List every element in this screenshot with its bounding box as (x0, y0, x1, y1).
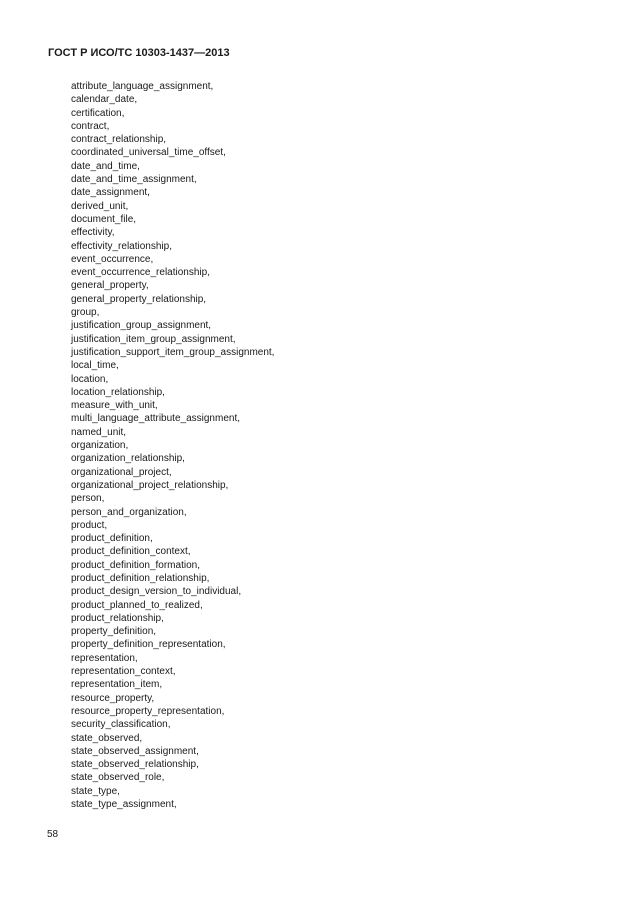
list-item: state_observed, (71, 732, 143, 744)
list-item: date_and_time, (71, 160, 140, 172)
list-item: resource_property_representation, (71, 705, 225, 717)
list-item: date_assignment, (71, 187, 150, 199)
list-item: organizational_project, (71, 466, 172, 478)
page-number: 58 (47, 829, 59, 840)
list-item: coordinated_universal_time_offset, (71, 147, 226, 159)
list-item: derived_unit, (71, 200, 129, 212)
list-item: date_and_time_assignment, (71, 174, 197, 186)
list-item: product_planned_to_realized, (71, 599, 203, 611)
list-item: property_definition_representation, (71, 639, 226, 651)
list-item: state_observed_role, (71, 772, 165, 784)
list-item: representation_item, (71, 679, 163, 691)
list-item: product_definition, (71, 533, 153, 545)
list-item: product_relationship, (71, 612, 164, 624)
list-item: multi_language_attribute_assignment, (71, 413, 240, 425)
list-item: contract, (71, 120, 110, 132)
list-item: attribute_language_assignment, (71, 81, 214, 92)
list-item: general_property, (71, 280, 149, 292)
list-item: location_relationship, (71, 386, 165, 398)
list-item: event_occurrence_relationship, (71, 267, 210, 279)
list-item: group, (71, 307, 100, 319)
list-item: contract_relationship, (71, 134, 167, 146)
list-item: product_definition_formation, (71, 559, 200, 571)
entity-list (71, 80, 274, 811)
list-item: product_definition_relationship, (71, 572, 210, 584)
list-item: state_type, (71, 785, 120, 797)
list-item: property_definition, (71, 626, 157, 638)
list-item: effectivity_relationship, (71, 240, 172, 252)
list-item: calendar_date, (71, 94, 138, 106)
list-item: location, (71, 373, 109, 385)
list-item: product_definition_context, (71, 546, 191, 558)
list-item: state_observed_assignment, (71, 745, 199, 757)
list-item: organization_relationship, (71, 453, 185, 465)
list-item: resource_property, (71, 692, 155, 704)
list-item: person_and_organization, (71, 506, 187, 518)
list-item: justification_item_group_assignment, (71, 333, 236, 345)
list-item: justification_support_item_group_assignment, (71, 346, 275, 358)
list-item: event_occurrence, (71, 253, 154, 265)
list-item: named_unit, (71, 426, 127, 438)
list-item: document_file, (71, 213, 137, 225)
list-item: representation_context, (71, 666, 176, 678)
list-item: state_observed_relationship, (71, 759, 199, 771)
list-item: representation, (71, 652, 138, 664)
list-item: general_property_relationship, (71, 293, 207, 305)
list-item: local_time, (71, 360, 119, 372)
list-item: measure_with_unit, (71, 400, 158, 412)
list-item: organization, (71, 440, 129, 452)
list-item: effectivity, (71, 227, 115, 239)
list-item: certification, (71, 107, 125, 119)
list-item: security_classification, (71, 719, 171, 731)
page-header: ГОСТ Р ИСО/ТС 10303-1437—2013 (48, 47, 230, 59)
list-item: person, (71, 493, 105, 505)
list-item: product, (71, 519, 108, 531)
list-item: product_design_version_to_individual, (71, 586, 242, 598)
list-item: justification_group_assignment, (71, 320, 212, 332)
list-item: state_type_assignment, (71, 799, 177, 811)
list-item: organizational_project_relationship, (71, 479, 229, 491)
